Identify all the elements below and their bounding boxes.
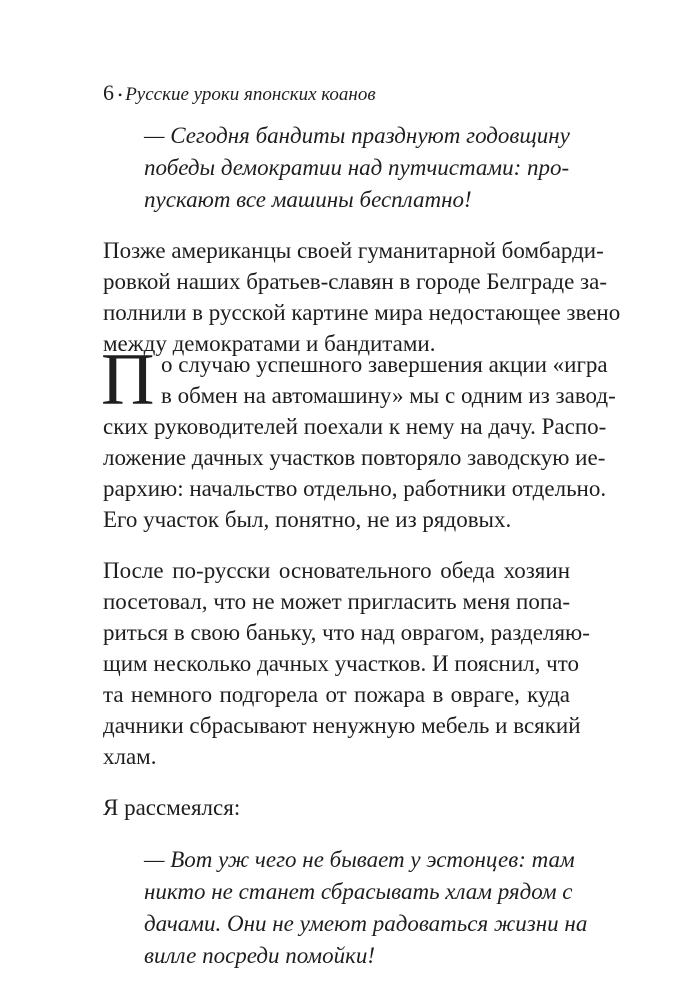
para3-line-7: хлам. <box>103 744 157 769</box>
para2-line-4: ложение дачных участков повторяло заводскую ие- <box>103 445 606 470</box>
para4-line-1: Я рассмеялся: <box>103 795 241 820</box>
para3-line-5: та немного подгорела от пожара в овраге, куда <box>103 682 570 707</box>
para3-line-2: посетовал, что не может пригласить меня попа- <box>103 589 570 614</box>
quote2-line-3: дачами. Они не умеют радоваться жизни на <box>144 911 588 936</box>
quote1-line-3: пускают все машины бесплатно! <box>144 187 472 212</box>
para2-line-5: рархию: начальство отдельно, работники отдельно. <box>103 476 607 501</box>
drop-cap: П <box>101 339 155 421</box>
quote1-line-1: — Сегодня бандиты празднуют годовщину <box>144 123 570 148</box>
para1-line-2: ровкой наших братьев-славян в городе Белграде за- <box>103 269 608 294</box>
para2-line-1: о случаю успешного завершения акции «игра <box>161 352 608 377</box>
para2-line-6: Его участок был, понятно, не из рядовых. <box>103 507 512 532</box>
running-title: Русские уроки японских коанов <box>125 84 376 105</box>
para2-line-3: ских руководителей поехали к нему на дачу. Распо- <box>103 414 607 439</box>
para2-line-2: в обмен на автомашину» мы с одним из завод- <box>161 383 616 408</box>
para1-line-4: между демократами и бандитами. <box>103 331 436 356</box>
quote1-line-2: победы демократии над путчистами: про- <box>144 155 570 180</box>
quote2-line-4: вилле посреди помойки! <box>144 943 376 968</box>
para3-line-6: дачники сбрасывают ненужную мебель и всякий <box>103 713 581 738</box>
quote2-line-2: никто не станет сбрасывать хлам рядом с <box>144 879 573 904</box>
para3-line-3: риться в свою баньку, что над оврагом, разделяю- <box>103 620 590 645</box>
page-header <box>103 80 376 108</box>
page-number: 6 <box>103 80 114 105</box>
para1-line-3: полнили в русской картине мира недостающее звено <box>103 300 621 325</box>
para3-line-1: После по-русски основательного обеда хозяин <box>103 558 570 583</box>
para1-line-1: Позже американцы своей гуманитарной бомбарди- <box>103 238 604 263</box>
quote2-line-1: — Вот уж чего не бывает у эстонцев: там <box>144 847 575 872</box>
para3-line-4: щим несколько дачных участков. И пояснил, что <box>103 651 579 676</box>
header-bullet: • <box>118 88 123 103</box>
